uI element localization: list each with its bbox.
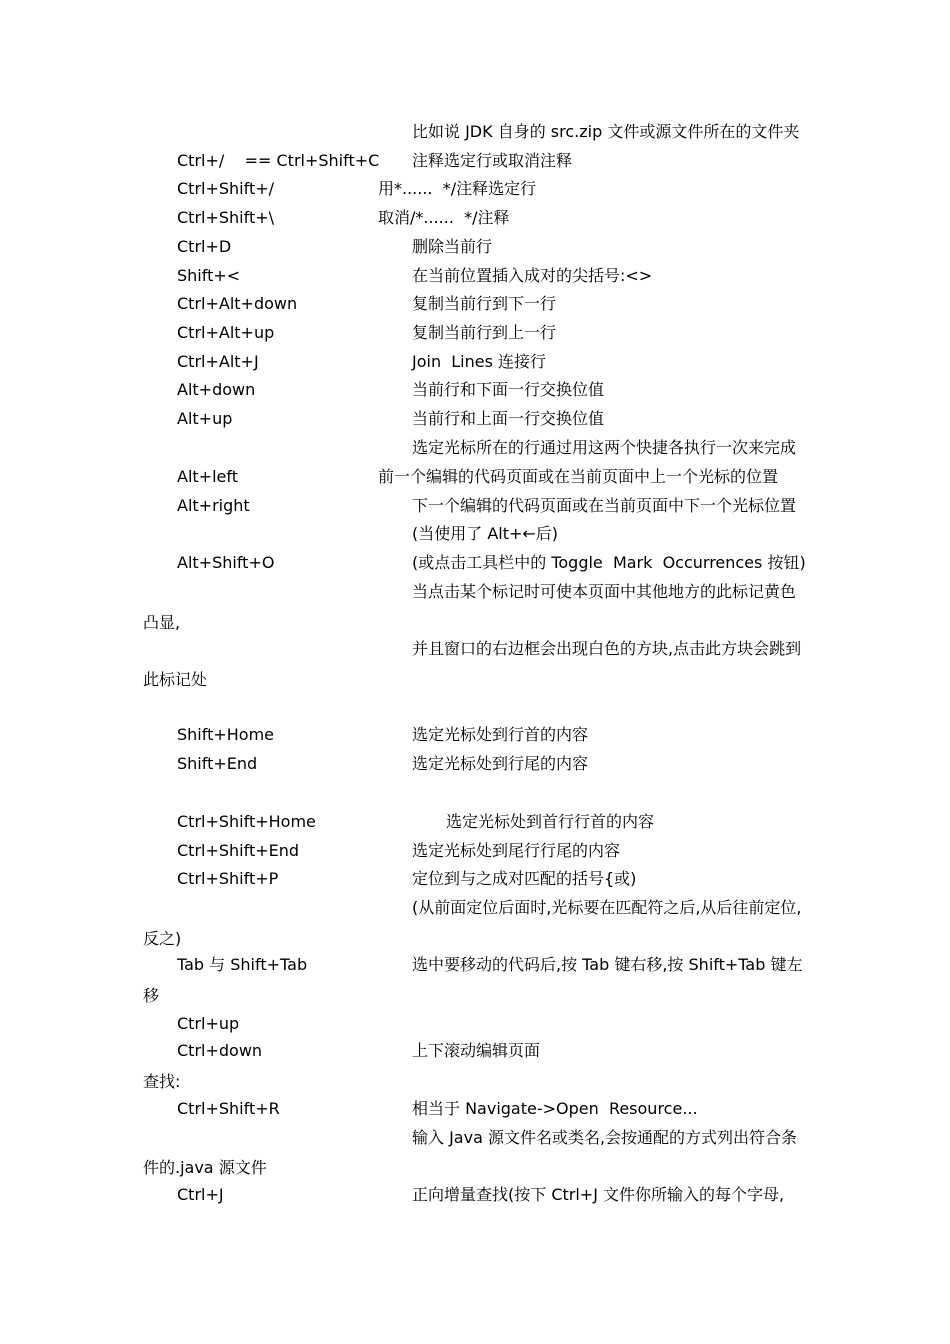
shortcut-row (0, 179, 950, 199)
shortcut-description: 注释选定行或取消注释 (412, 151, 573, 170)
shortcut-row (0, 1041, 950, 1061)
shortcut-key: Tab 与 Shift+Tab (177, 955, 308, 974)
section-heading (0, 1072, 950, 1092)
shortcut-key: Ctrl+Shift+End (177, 841, 300, 860)
text-line (0, 898, 950, 918)
section-title: 查找: (143, 1072, 181, 1091)
shortcut-row (0, 841, 950, 861)
shortcut-key: Alt+right (177, 496, 250, 515)
shortcut-key: Alt+left (177, 467, 238, 486)
shortcut-description: 选中要移动的代码后,按 Tab 键右移,按 Shift+Tab 键左 (412, 955, 803, 974)
shortcut-key: Ctrl+Shift+R (177, 1099, 280, 1118)
shortcut-description: 当点击某个标记时可使本页面中其他地方的此标记黄色 (412, 582, 797, 601)
shortcut-key: Alt+up (177, 409, 233, 428)
text-line (0, 122, 950, 142)
shortcut-row (0, 409, 950, 429)
shortcut-key: Ctrl+J (177, 1185, 224, 1204)
shortcut-row (0, 352, 950, 372)
shortcut-row (0, 1014, 950, 1034)
shortcut-key: Ctrl+Shift+Home (177, 812, 316, 831)
shortcut-description: 前一个编辑的代码页面或在当前页面中上一个光标的位置 (378, 467, 779, 486)
shortcut-description: 正向增量查找(按下 Ctrl+J 文件你所输入的每个字母, (412, 1185, 785, 1204)
shortcut-row (0, 237, 950, 257)
shortcut-description: 输入 Java 源文件名或类名,会按通配的方式列出符合条 (412, 1128, 798, 1147)
text-line (0, 524, 950, 544)
shortcut-key: Ctrl+Alt+down (177, 294, 298, 313)
shortcut-description: 选定光标处到首行行首的内容 (446, 812, 655, 831)
continuation-text: 反之) (143, 929, 182, 948)
shortcut-row (0, 467, 950, 487)
shortcut-description: 比如说 JDK 自身的 src.zip 文件或源文件所在的文件夹 (412, 122, 800, 141)
shortcut-description: 用*...... */注释选定行 (378, 179, 537, 198)
shortcut-row (0, 294, 950, 314)
text-line (0, 986, 950, 1006)
continuation-text: 凸显, (143, 613, 181, 632)
shortcut-description: 当前行和下面一行交换位值 (412, 380, 605, 399)
shortcut-key: Alt+Shift+O (177, 553, 275, 572)
shortcut-key: Ctrl+down (177, 1041, 263, 1060)
shortcut-row (0, 208, 950, 228)
shortcut-description: (从前面定位后面时,光标要在匹配符之后,从后往前定位, (412, 898, 802, 917)
shortcut-key: Shift+< (177, 266, 241, 285)
text-line (0, 1128, 950, 1148)
shortcut-row (0, 266, 950, 286)
shortcut-row (0, 812, 950, 832)
shortcut-key: Ctrl+/ == Ctrl+Shift+C (177, 151, 380, 170)
shortcut-description: 选定光标处到行尾的内容 (412, 754, 589, 773)
shortcut-description: Join Lines 连接行 (412, 352, 547, 371)
continuation-text: 件的.java 源文件 (143, 1158, 267, 1177)
shortcut-row (0, 380, 950, 400)
text-line (0, 639, 950, 659)
shortcut-key: Ctrl+Shift+\ (177, 208, 275, 227)
shortcut-description: 复制当前行到上一行 (412, 323, 557, 342)
shortcut-row (0, 725, 950, 745)
shortcut-description: 复制当前行到下一行 (412, 294, 557, 313)
continuation-text: 此标记处 (143, 670, 208, 689)
shortcut-description: 定位到与之成对匹配的括号{或) (412, 869, 637, 888)
shortcut-key: Ctrl+up (177, 1014, 240, 1033)
shortcut-description: 下一个编辑的代码页面或在当前页面中下一个光标位置 (412, 496, 797, 515)
shortcut-key: Ctrl+Shift+/ (177, 179, 275, 198)
shortcut-key: Shift+Home (177, 725, 275, 744)
shortcut-description: (当使用了 Alt+←后) (412, 524, 559, 543)
shortcut-row (0, 754, 950, 774)
shortcut-row (0, 1185, 950, 1205)
shortcut-row (0, 869, 950, 889)
shortcut-key: Ctrl+Shift+P (177, 869, 279, 888)
shortcut-row (0, 1099, 950, 1119)
text-line (0, 1158, 950, 1178)
shortcut-key: Ctrl+Alt+J (177, 352, 259, 371)
shortcut-description: 相当于 Navigate->Open Resource... (412, 1099, 698, 1118)
shortcut-description: 选定光标处到行首的内容 (412, 725, 589, 744)
text-line (0, 438, 950, 458)
shortcut-description: (或点击工具栏中的 Toggle Mark Occurrences 按钮) (412, 553, 806, 572)
shortcut-row (0, 151, 950, 171)
shortcut-description: 删除当前行 (412, 237, 493, 256)
shortcut-description: 在当前位置插入成对的尖括号:<> (412, 266, 653, 285)
shortcut-key: Shift+End (177, 754, 258, 773)
shortcut-description: 选定光标处到尾行行尾的内容 (412, 841, 621, 860)
text-line (0, 670, 950, 690)
text-line (0, 582, 950, 602)
text-line (0, 929, 950, 949)
text-line (0, 613, 950, 633)
shortcut-key: Ctrl+D (177, 237, 232, 256)
shortcut-row (0, 553, 950, 573)
shortcut-row (0, 955, 950, 975)
continuation-text: 移 (143, 986, 160, 1005)
shortcut-key: Ctrl+Alt+up (177, 323, 275, 342)
shortcut-description: 取消/*...... */注释 (378, 208, 510, 227)
shortcut-row (0, 496, 950, 516)
shortcut-description: 选定光标所在的行通过用这两个快捷各执行一次来完成 (412, 438, 797, 457)
shortcut-key: Alt+down (177, 380, 256, 399)
shortcut-row (0, 323, 950, 343)
shortcut-description: 上下滚动编辑页面 (412, 1041, 541, 1060)
shortcut-description: 并且窗口的右边框会出现白色的方块,点击此方块会跳到 (412, 639, 802, 658)
shortcut-description: 当前行和上面一行交换位值 (412, 409, 605, 428)
